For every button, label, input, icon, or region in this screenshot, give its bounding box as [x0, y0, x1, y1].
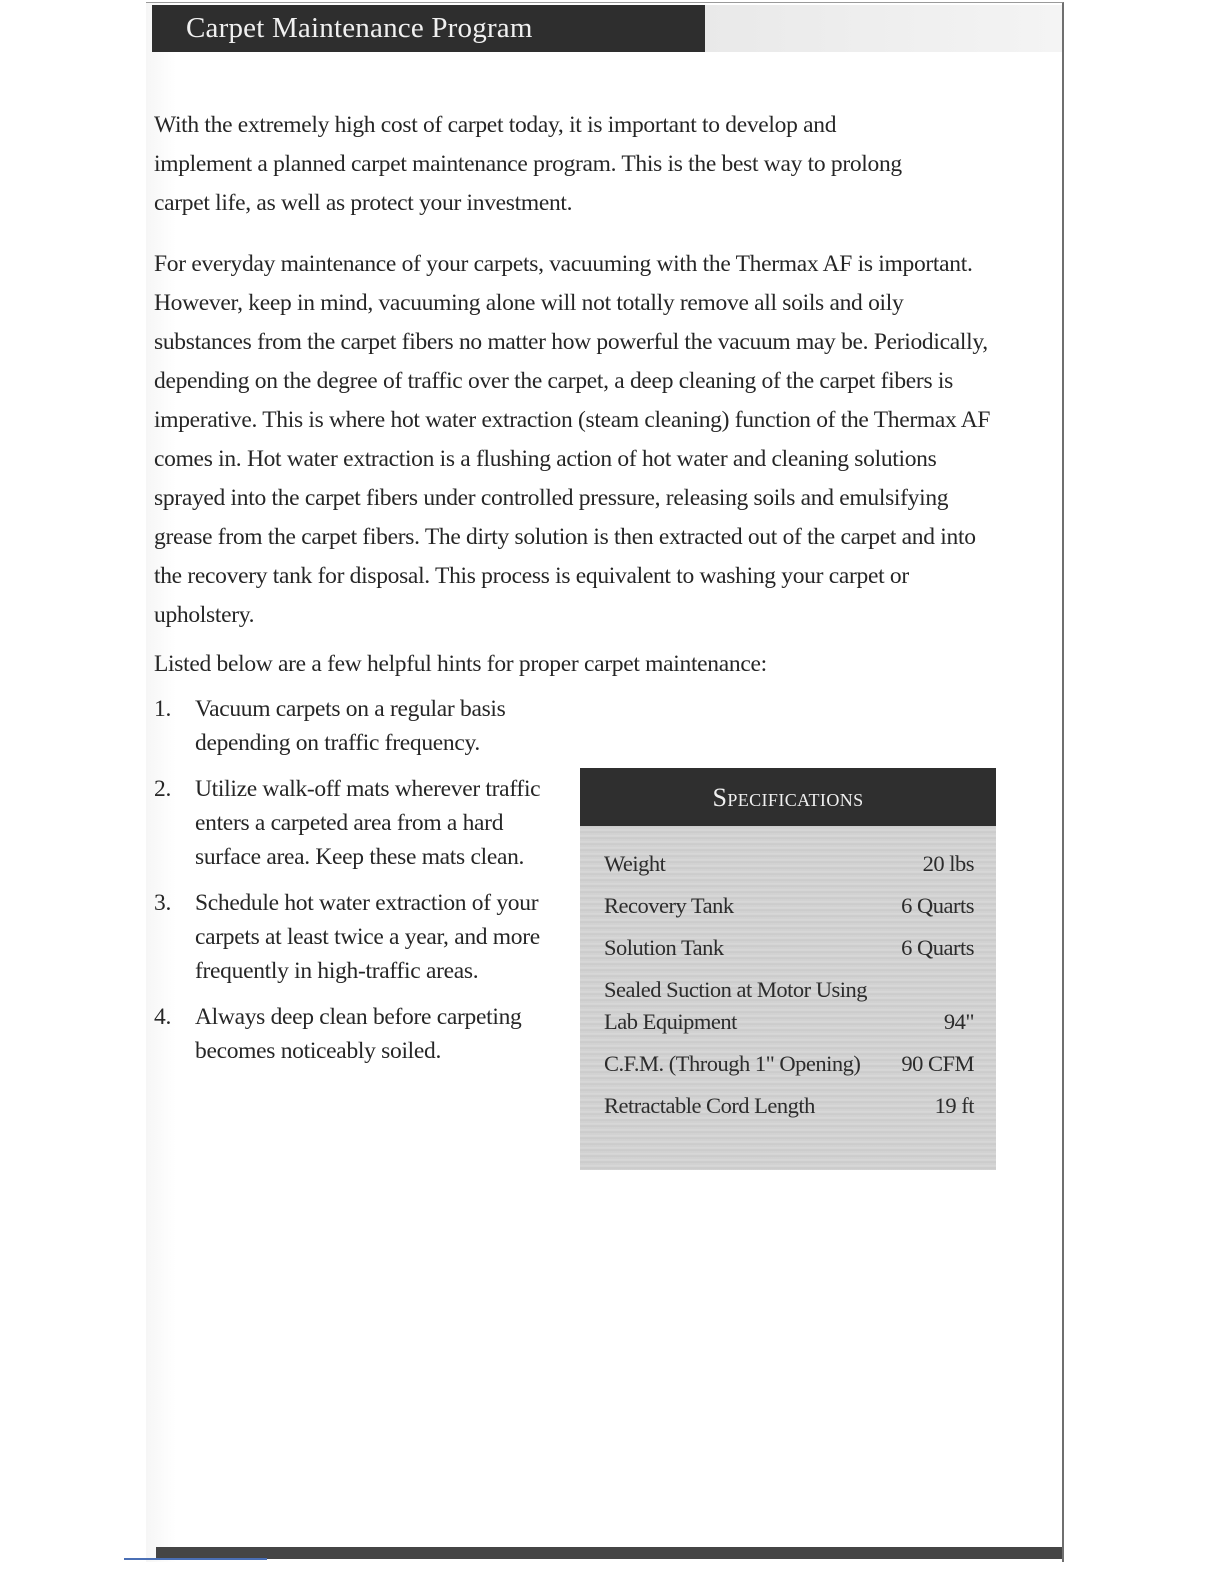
spec-label: Solution Tank [604, 935, 724, 960]
hint-text: Vacuum carpets on a regular basis depending on traffic frequency. [195, 696, 506, 756]
hint-number: 2. [154, 776, 172, 802]
hints-intro: Listed below are a few helpful hints for proper carpet maintenance: [154, 651, 767, 677]
specifications-table [604, 848, 974, 1132]
specifications-box [580, 768, 996, 1170]
intro-paragraph-2: For everyday maintenance of your carpets, vacuuming with the Thermax AF is important. However, keep in mind, vacuuming alone will not totally remove all soils and oily substances from the carpet fibers no matter how powerful the vacuum may be. Periodically, depending on the degree of traffic over the carpet, a deep cleaning of the carpet fibers is imperative. This is where hot water extraction (steam cleaning) function of the Thermax AF comes in. Hot water extraction is a flushing action of hot water and cleaning solutions sprayed into the carpet fibers under controlled pressure, releasing soils and emulsifying grease from the carpet fibers. The dirty solution is then extracted out of the carpet and into the recovery tank for disposal. This process is equivalent to washing your carpet or upholstery. [154, 251, 991, 628]
spec-value: 94" [943, 1009, 974, 1034]
spec-row [604, 1048, 974, 1080]
hint-item [154, 886, 554, 988]
header-bar-fade [705, 5, 1062, 52]
hint-item [154, 1000, 554, 1068]
spec-row [604, 1090, 974, 1122]
spec-value: 6 Quarts [901, 893, 974, 918]
spec-row [604, 932, 974, 964]
edge-line [124, 1558, 267, 1560]
hint-item [154, 692, 554, 760]
spec-row [604, 974, 974, 1038]
spec-value: 19 ft [934, 1093, 974, 1118]
spec-label: Sealed Suction at Motor Using Lab Equipment [604, 977, 867, 1034]
hint-text: Utilize walk-off mats wherever traffic enters a carpeted area from a hard surface area. Keep these mats clean. [195, 776, 541, 870]
hint-number: 3. [154, 890, 172, 916]
hint-text: Always deep clean before carpeting becomes noticeably soiled. [195, 1004, 522, 1064]
spec-row [604, 890, 974, 922]
spec-value: 6 Quarts [901, 935, 974, 960]
specifications-title: Specifications [580, 768, 996, 826]
spec-value: 20 lbs [922, 851, 974, 876]
spec-row [604, 848, 974, 880]
spec-value: 90 CFM [901, 1051, 974, 1076]
hints-list [154, 692, 554, 1080]
spec-label: Recovery Tank [604, 893, 734, 918]
spec-label: Retractable Cord Length [604, 1093, 815, 1118]
page-title: Carpet Maintenance Program [152, 5, 705, 52]
hint-number: 4. [154, 1004, 172, 1030]
hint-text: Schedule hot water extraction of your carpets at least twice a year, and more frequently in high-traffic areas. [195, 890, 540, 984]
hint-number: 1. [154, 696, 172, 722]
spec-label: Weight [604, 851, 666, 876]
intro-paragraph-1: With the extremely high cost of carpet today, it is important to develop and implement a planned carpet maintenance program. This is the best way to prolong carpet life, as well as protect your investment. [154, 112, 902, 216]
hint-item [154, 772, 554, 874]
spec-label: C.F.M. (Through 1" Opening) [604, 1051, 861, 1076]
bottom-rule [156, 1547, 1062, 1559]
